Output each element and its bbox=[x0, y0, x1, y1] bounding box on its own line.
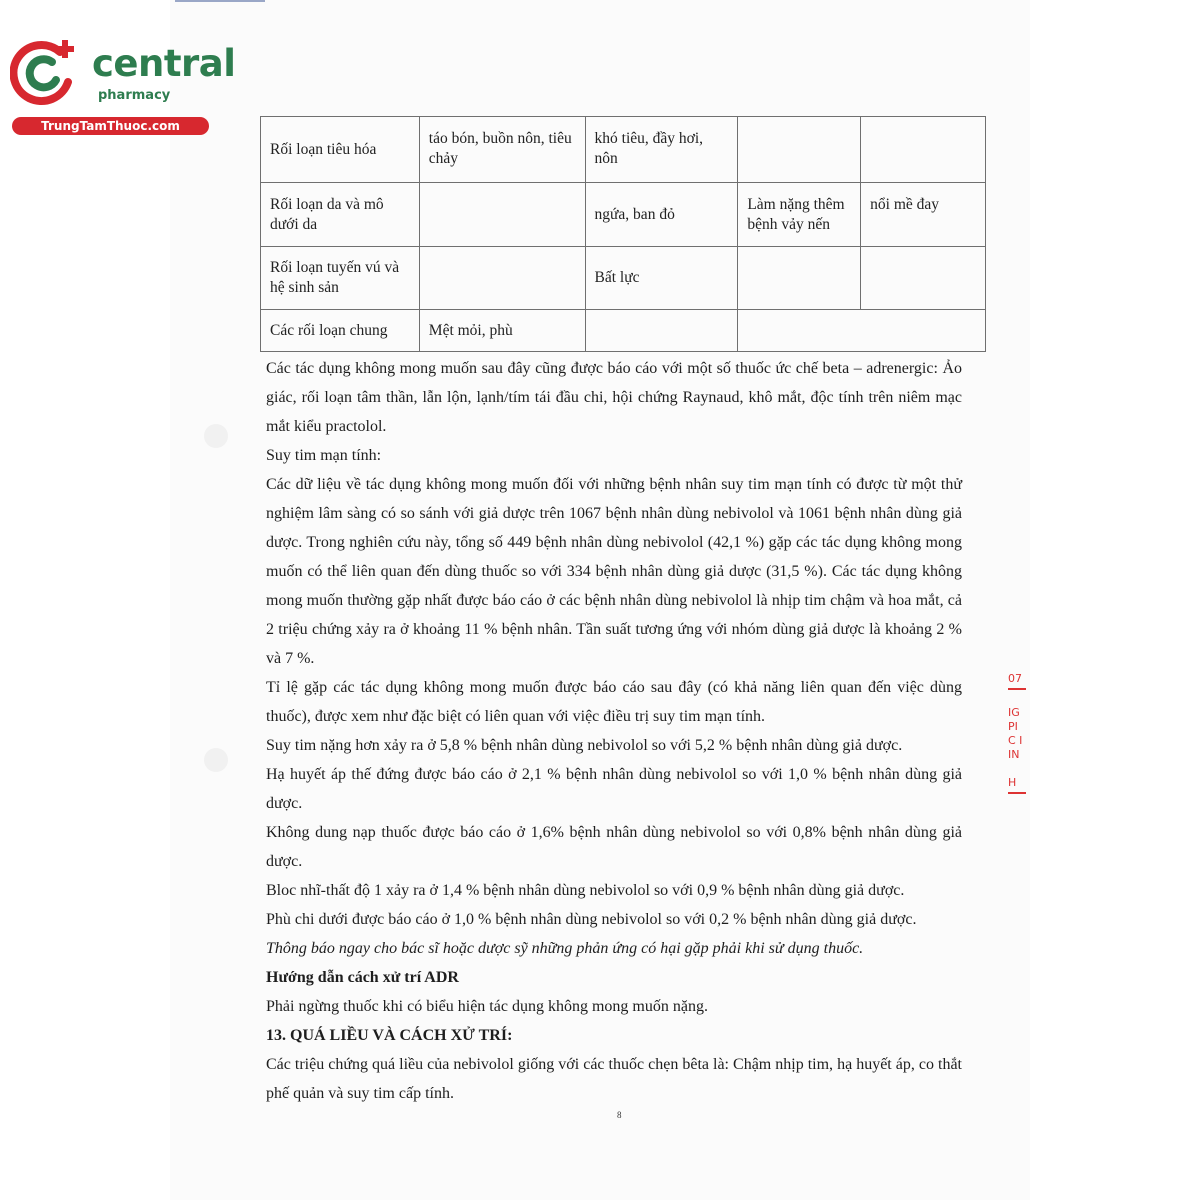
table-cell bbox=[585, 310, 738, 352]
logo-brand-name: central bbox=[92, 42, 236, 85]
paragraph: Suy tim nặng hơn xảy ra ở 5,8 % bệnh nhân dùng nebivolol so với 5,2 % bệnh nhân dùng giả dược. bbox=[266, 737, 903, 754]
stamp-text: 07 bbox=[1008, 672, 1022, 685]
section-heading: Hướng dẫn cách xử trí ADR bbox=[266, 969, 459, 986]
table-cell: ngứa, ban đỏ bbox=[585, 183, 738, 247]
central-pharmacy-logo[interactable] bbox=[10, 38, 236, 138]
logo-subtitle: pharmacy bbox=[98, 88, 171, 103]
table-cell: Làm nặng thêm bệnh vảy nến bbox=[738, 183, 861, 247]
pharmacy-logo-icon bbox=[10, 38, 80, 108]
table-cell: Bất lực bbox=[585, 247, 738, 310]
table-row bbox=[261, 183, 986, 247]
paragraph: Tỉ lệ gặp các tác dụng không mong muốn được báo cáo sau đây (có khả năng liên quan đến việc dùng thuốc), được xem như đặc biệt có liên quan với việc điều trị suy tim mạn tính. bbox=[266, 679, 962, 725]
paragraph: Các triệu chứng quá liều của nebivolol giống với các thuốc chẹn bêta là: Chậm nhịp tim, hạ huyết áp, co thắt phế quản và suy tim cấp tính. bbox=[266, 1056, 962, 1102]
table-cell bbox=[738, 310, 986, 352]
table-cell: Rối loạn da và mô dưới da bbox=[261, 183, 420, 247]
section-heading: 13. QUÁ LIỀU VÀ CÁCH XỬ TRÍ: bbox=[266, 1027, 513, 1044]
table-cell bbox=[861, 117, 986, 183]
table-cell: táo bón, buồn nôn, tiêu chảy bbox=[419, 117, 585, 183]
notice-paragraph: Thông báo ngay cho bác sĩ hoặc dược sỹ những phản ứng có hại gặp phải khi sử dụng thuốc. bbox=[266, 940, 864, 957]
table-cell: Các rối loạn chung bbox=[261, 310, 420, 352]
table-cell bbox=[419, 247, 585, 310]
stamp-bar bbox=[1008, 792, 1026, 794]
stamp-text: IG bbox=[1008, 706, 1020, 719]
section-label: Suy tim mạn tính: bbox=[266, 447, 382, 464]
stamp-text: C I bbox=[1008, 734, 1023, 747]
paragraph: Bloc nhĩ-thất độ 1 xảy ra ở 1,4 % bệnh nhân dùng nebivolol so với 0,9 % bệnh nhân dùng giả dược. bbox=[266, 882, 905, 899]
stamp-fragment bbox=[1008, 672, 1030, 832]
table-cell: Mệt mỏi, phù bbox=[419, 310, 585, 352]
table-cell bbox=[419, 183, 585, 247]
document-body bbox=[266, 354, 962, 1108]
stamp-text: H bbox=[1008, 776, 1017, 789]
scan-mark bbox=[204, 424, 228, 448]
table-cell bbox=[738, 117, 861, 183]
table-cell: khó tiêu, đầy hơi, nôn bbox=[585, 117, 738, 183]
stamp-text: IN bbox=[1008, 748, 1020, 761]
table-row bbox=[261, 310, 986, 352]
table-row bbox=[261, 247, 986, 310]
table-cell: nổi mề đay bbox=[861, 183, 986, 247]
paragraph: Phải ngừng thuốc khi có biểu hiện tác dụng không mong muốn nặng. bbox=[266, 998, 708, 1015]
table-cell: Rối loạn tuyến vú và hệ sinh sản bbox=[261, 247, 420, 310]
stamp-text: PI bbox=[1008, 720, 1018, 733]
paragraph: Các dữ liệu về tác dụng không mong muốn đối với những bệnh nhân suy tim mạn tính có được từ một thử nghiệm lâm sàng có so sánh với giả dược trên 1067 bệnh nhân dùng nebivolol và 1061 bệnh nhân dùng giả dược. Trong nghiên cứu này, tổng số 449 bệnh nhân dùng nebivolol (42,1 %) gặp các tác dụng không mong muốn có thể liên quan đến dùng thuốc so với 334 bệnh nhân dùng giả dược (31,5 %). Các tác dụng không mong muốn thường gặp nhất được báo cáo ở các bệnh nhân dùng nebivolol là nhịp tim chậm và hoa mắt, cả 2 triệu chứng xảy ra ở khoảng 11 % bệnh nhân. Tần suất tương ứng với nhóm dùng giả dược là khoảng 2 % và 7 %. bbox=[266, 476, 962, 667]
scan-mark bbox=[204, 748, 228, 772]
table-cell: Rối loạn tiêu hóa bbox=[261, 117, 420, 183]
stamp-bar bbox=[1008, 688, 1026, 690]
logo-website-badge[interactable]: TrungTamThuoc.com bbox=[12, 117, 209, 135]
table-cell bbox=[738, 247, 861, 310]
table-cell bbox=[861, 247, 986, 310]
paragraph: Phù chi dưới được báo cáo ở 1,0 % bệnh nhân dùng nebivolol so với 0,2 % bệnh nhân dùng giả dược. bbox=[266, 911, 917, 928]
page-number: 8 bbox=[617, 1110, 622, 1120]
paragraph: Các tác dụng không mong muốn sau đây cũng được báo cáo với một số thuốc ức chế beta – adrenergic: Ảo giác, rối loạn tâm thần, lẫn lộn, lạnh/tím tái đầu chi, hội chứng Raynaud, khô mắt, độc tính trên niêm mạc mắt kiểu practolol. bbox=[266, 360, 962, 435]
adverse-effects-table bbox=[260, 116, 986, 352]
page-edge-line bbox=[175, 0, 265, 2]
paragraph: Không dung nạp thuốc được báo cáo ở 1,6% bệnh nhân dùng nebivolol so với 0,8% bệnh nhân dùng giả dược. bbox=[266, 824, 962, 870]
paragraph: Hạ huyết áp thế đứng được báo cáo ở 2,1 % bệnh nhân dùng nebivolol so với 1,0 % bệnh nhân dùng giả dược. bbox=[266, 766, 962, 812]
table-row bbox=[261, 117, 986, 183]
